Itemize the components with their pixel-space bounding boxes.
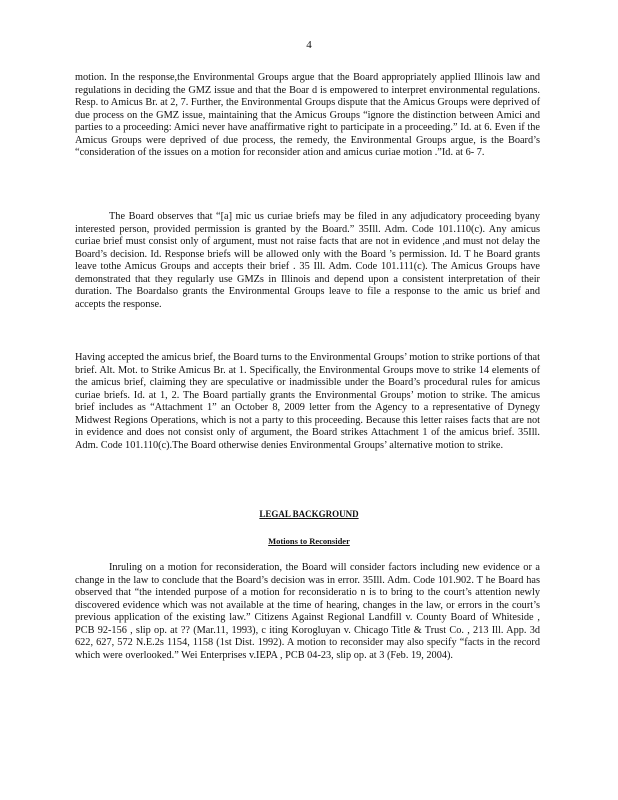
paragraph-motion-to-strike: Having accepted the amicus brief, the Board turns to the Environmental Groups’ motion to strike portions of that brief. Alt. Mot. to Strike Amicus Br. at 1. Specifically, the Environmental Groups move to strike 14 elements of the amicus brief, claiming they are speculative or inadmissible under the Board’s procedural rules for amicus curiae briefs. Id. at 1, 2. The Board partially grants the Environmental Groups’ motion to strike. The amicus brief includes as “Attachment 1” an October 8, 2009 letter from the Agency to a representative of Dynegy Midwest Regions Operations, which is not a party to this proceeding. Because this letter raises facts that are not in evidence and does not consist only of argument, the Board strikes Attachment 1 of the amicus brief. 35Ill. Adm. Code 101.110(c).The Board otherwise denies Environmental Groups’ alternative motion to strike. <box>75 352 540 451</box>
paragraph-amicus-leave: The Board observes that “[a] mic us curiae briefs may be filed in any adjudicatory proceeding byany interested person, provided permission is granted by the Board.” 35Ill. Adm. Code 101.110(c). Any amicus curiae brief must consist only of argument, must not raise facts that are not in evidence ,and must not delay the Board’s decision. Id. Response briefs will be allowed only with the Board ’s permission. Id. T he Board grants leave tothe Amicus Groups and accepts their brief . 35 Ill. Adm. Code 101.111(c). The Amicus Groups have demonstrated that they regularly use GMZs in Illinois and depend upon a consistent interpretation of their duration. The Boardalso grants the Environmental Groups leave to file a response to the amic us brief and accepts the response. <box>75 211 540 310</box>
heading-legal-background <box>0 508 618 521</box>
page-number: 4 <box>306 39 312 51</box>
heading-motions-to-reconsider-text: Motions to Reconsider <box>268 536 350 546</box>
heading-motions-to-reconsider <box>0 535 618 548</box>
heading-legal-background-text: LEGAL BACKGROUND <box>259 509 359 519</box>
paragraph-reconsideration-standard: Inruling on a motion for reconsideration, the Board will consider factors including new evidence or a change in the law to conclude that the Board’s decision was in error. 35Ill. Adm. Code 101.902. T he Board has observed that “the intended purpose of a motion for reconsideratio n is to bring to the court’s attention newly discovered evidence which was not available at the time of hearing, changes in the law, or errors in the court’s previous application of the existing law.” Citizens Against Regional Landfill v. County Board of Whiteside , PCB 92-156 , slip op. at ?? (Mar.11, 1993), c iting Korogluyan v. Chicago Title & Trust Co. , 213 Ill. App. 3d 622, 627, 572 N.E.2s 1154, 1158 (1st Dist. 1992). A motion to reconsider may also specify “facts in the record which were overlooked.” Wei Enterprises v.IEPA , PCB 04-23, slip op. at 3 (Feb. 19, 2004). <box>75 562 540 661</box>
paragraph-response-argument: motion. In the response,the Environmental Groups argue that the Board appropriately applied Illinois law and regulations in deciding the GMZ issue and that the Boar d is empowered to interpret environmental regulations. Resp. to Amicus Br. at 2, 7. Further, the Environmental Groups dispute that the Amicus Groups were deprived of due process on the GMZ issue, maintaining that the Amicus Groups “ignore the distinction between Amici and parties to a proceeding: Amici never have anaffirmative right to participate in a proceeding.” Id. at 6. Even if the Amicus Groups were deprived of due process, the remedy, the Environmental Groups argue, is the Board’s “consideration of the issues on a motion for reconsider ation and amicus curiae motion .”Id. at 6- 7. <box>75 72 540 158</box>
